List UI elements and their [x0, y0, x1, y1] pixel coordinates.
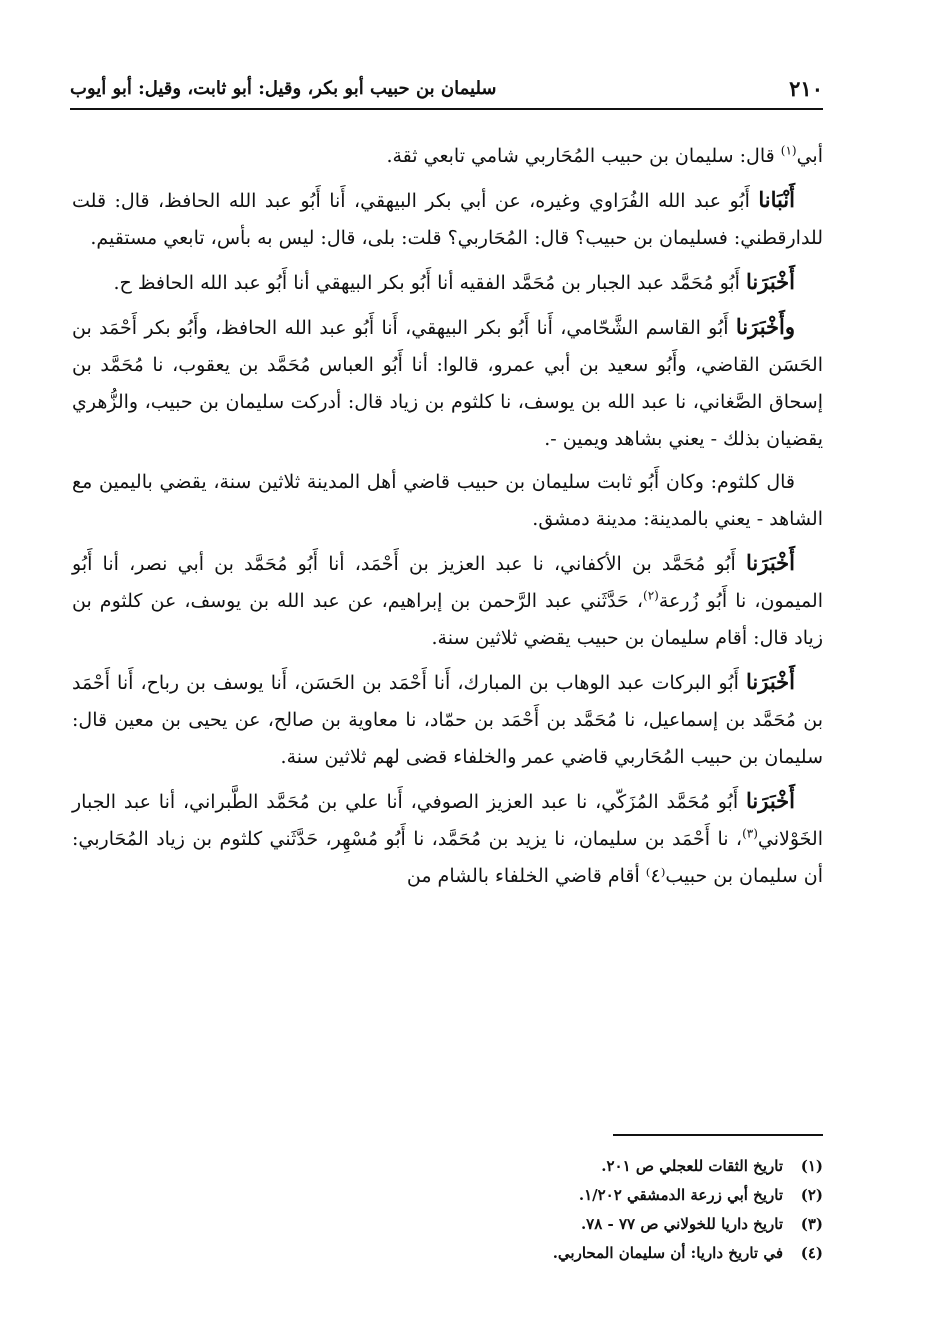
paragraph-lead-word: أَخْبَرَنا: [746, 669, 795, 694]
paragraph-3: [72, 263, 823, 302]
footnote-number: (٢): [800, 1186, 823, 1204]
paragraph-text: أَبُو مُحَمَّد بن الأكفاني، نا عبد العزيز بن أَحْمَد، أنا أَبُو مُحَمَّد بن أبي نصر، أنا أَبُو الميمون، نا أَبُو زُرعة: [72, 553, 823, 612]
paragraph-text: قال كلثوم: وكان أَبُو ثابت سليمان بن حبيب قاضي أهل المدينة ثلاثين سنة، يقضي باليمين مع الشاهد - يعني بالمدينة: مدينة دمشق.: [72, 471, 823, 530]
main-text: [72, 138, 823, 901]
footnote-3: [72, 1210, 823, 1239]
footnote-text: تاريخ داريا للخولاني ص ٧٧ - ٧٨.: [580, 1215, 783, 1233]
paragraph-text: أَبُو البركات عبد الوهاب بن المبارك، أَنا أَحْمَد بن الحَسَن، أَنا يوسف بن رباح، أَنا أَحْمَد بن مُحَمَّد بن إسماعيل، نا مُحَمَّد بن أَحْمَد بن حمّاد، نا معاوية بن صالح، عن يحيى بن معين قال: سليمان بن حبيب المُحَاربي قاضي عمر والخلفاء قضى لهم ثلاثين سنة.: [72, 672, 823, 768]
footnote-number: (٤): [800, 1244, 823, 1262]
footnote-number: (١): [800, 1157, 823, 1175]
paragraph-text: أبي: [796, 145, 823, 167]
paragraph-7: [72, 663, 823, 776]
paragraph-lead-word: أَخْبَرَنا: [746, 550, 795, 575]
footnote-4: [72, 1239, 823, 1268]
footnote-ref: (١): [780, 143, 797, 158]
paragraph-text-continued: ، نا أَحْمَد بن سليمان، نا يزيد بن مُحَمَّد، نا أَبُو مُسْهِر، حَدَّثَني كلثوم بن زياد المُحَاربي: أن سليمان بن حبيب⁽٤⁾ أقام قاضي الخلفاء بالشام من: [72, 828, 823, 887]
footnotes: [72, 1152, 823, 1268]
paragraph-lead-word: أَخْبَرَنا: [746, 269, 795, 294]
footnote-text: تاريخ الثقات للعجلي ص ٢٠١.: [601, 1157, 783, 1175]
footnote-ref: (٣): [742, 826, 758, 841]
running-title: سليمان بن حبيب أبو بكر، وقيل: أبو ثابت، وقيل: أبو أيوب: [70, 77, 497, 99]
paragraph-text: أَبُو مُحَمَّد عبد الجبار بن مُحَمَّد الفقيه أنا أَبُو بكر البيهقي أنا أَبُو عبد الله الحافظ ح.: [113, 272, 747, 294]
footnote-rule: [613, 1134, 823, 1136]
paragraph-text: أَبُو القاسم الشَّحّامي، أَنا أَبُو بكر البيهقي، أَنا أَبُو عبد الله الحافظ، وأَبُو بكر أَحْمَد بن الحَسَن القاضي، وأَبُو سعيد بن أبي عمرو، قالوا: أنا أَبُو العباس مُحَمَّد بن يعقوب، نا مُحَمَّد بن إسحاق الصَّغاني، نا عبد الله بن يوسف، نا كلثوم بن زياد قال: أدركت سليمان بن حبيب، والزُّهري يقضيان بذلك - يعني بشاهد ويمين -.: [72, 317, 823, 450]
paragraph-6: [72, 544, 823, 657]
page-number: ٢١٠: [789, 75, 823, 101]
header-rule: [70, 108, 823, 110]
paragraph-4: [72, 308, 823, 458]
paragraph-1: [72, 138, 823, 175]
paragraph-8: [72, 782, 823, 895]
footnote-number: (٣): [800, 1215, 823, 1233]
footnote-text: في تاريخ داريا: أن سليمان المحاربي.: [552, 1244, 783, 1262]
footnote-text: تاريخ أبي زرعة الدمشقي ١/٢٠٢.: [578, 1186, 783, 1204]
paragraph-5: [72, 464, 823, 538]
footnote-1: [72, 1152, 823, 1181]
paragraph-text: أَبُو مُحَمَّد المُزَكّي، نا عبد العزيز الصوفي، أَنا علي بن مُحَمَّد الطَّبراني، أنا عبد الجبار الخَوْلاني: [72, 791, 823, 850]
paragraph-2: [72, 181, 823, 257]
footnote-2: [72, 1181, 823, 1210]
paragraph-text-continued: ، حَدَّثَني عبد الرَّحمن بن إبراهيم، عن عبد الله بن يوسف، عن كلثوم بن زياد قال: أقام سليمان بن حبيب يقضي ثلاثين سنة.: [72, 590, 823, 649]
paragraph-text: أَبُو عبد الله الفُرَاوي وغيره، عن أبي بكر البيهقي، أَنا أَبُو عبد الله الحافظ، قال: قلت للدارقطني: فسليمان بن حبيب؟ قال: المُحَاربي؟ قلت: بلى، قال: ليس به بأس، تابعي مستقيم.: [72, 190, 823, 249]
paragraph-lead-word: أَنْبَانا: [758, 187, 795, 212]
paragraph-text-continued: قال: سليمان بن حبيب المُحَاربي شامي تابعي ثقة.: [386, 145, 781, 167]
footnote-ref: (٢): [643, 588, 659, 603]
running-header: [70, 72, 823, 104]
paragraph-lead-word: أَخْبَرَنا: [746, 788, 795, 813]
paragraph-lead-word: وأَخْبَرَنا: [735, 314, 795, 339]
